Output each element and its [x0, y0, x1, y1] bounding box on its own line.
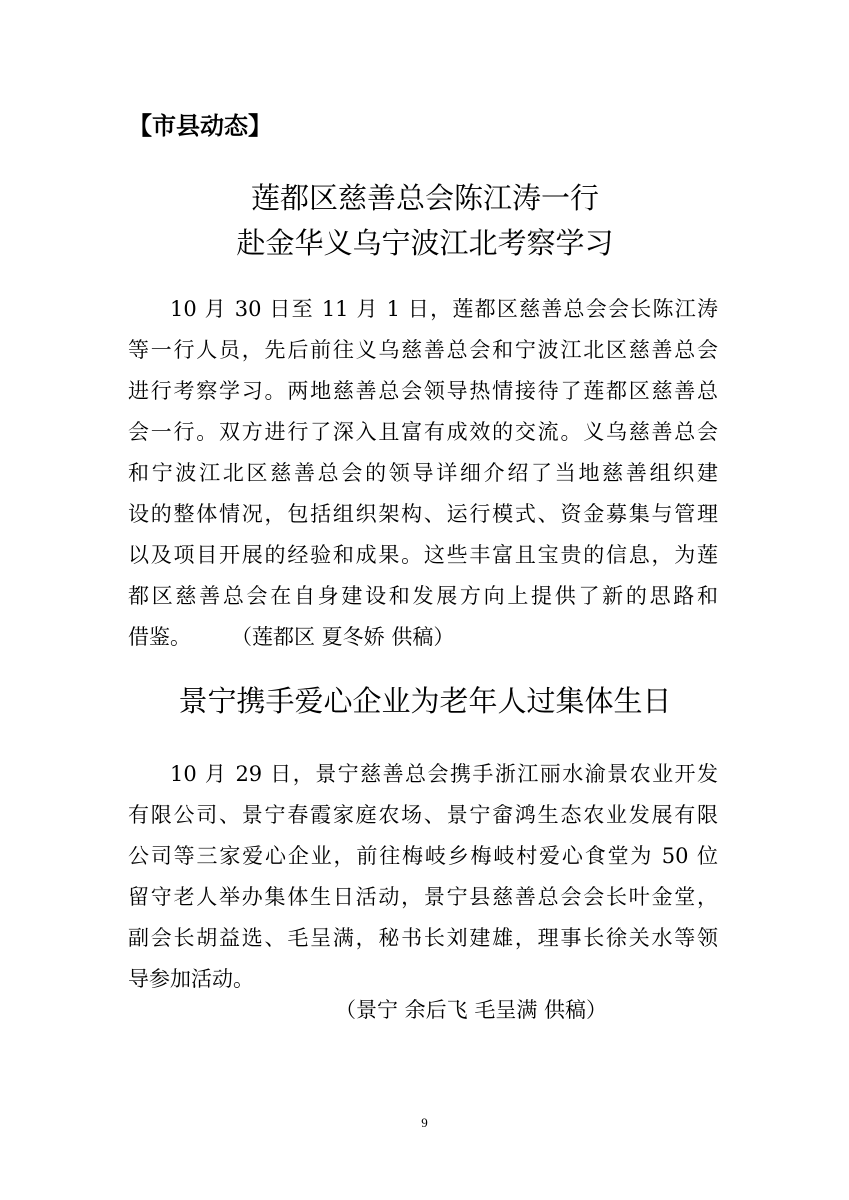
body-line: 进行考察学习。两地慈善总会领导热情接待了莲都区慈善总 — [128, 379, 718, 403]
article1-title-line1: 莲都区慈善总会陈江涛一行 — [250, 181, 599, 215]
body-line: 留守老人举办集体生日活动，景宁县慈善总会会长叶金堂， — [128, 885, 718, 909]
body-line-text: 借鉴。 — [128, 625, 191, 649]
body-line: 副会长胡益选、毛呈满，秘书长刘建雄，理事长徐关水等领 — [128, 926, 718, 950]
article1-credit: （莲都区 夏冬娇 供稿） — [231, 625, 455, 649]
body-line: 设的整体情况，包括组织架构、运行模式、资金募集与管理 — [128, 502, 718, 526]
body-line: 10 月 29 日，景宁慈善总会携手浙江丽水渝景农业开发 — [170, 762, 718, 786]
body-line: 有限公司、景宁春霞家庭农场、景宁畲鸿生态农业发展有限 — [128, 803, 718, 827]
body-line: 以及项目开展的经验和成果。这些丰富且宝贵的信息，为莲 — [128, 543, 718, 567]
body-line-last — [128, 617, 718, 658]
article2-title: 景宁携手爱心企业为老年人过集体生日 — [178, 684, 672, 718]
body-line: 等一行人员，先后前往义乌慈善总会和宁波江北区慈善总会 — [128, 338, 718, 362]
body-line: 10 月 30 日至 11 月 1 日，莲都区慈善总会会长陈江涛 — [170, 297, 718, 321]
article2-credit: （景宁 余后飞 毛呈满 供稿） — [335, 998, 608, 1022]
body-line: 会一行。双方进行了深入且富有成效的交流。义乌慈善总会 — [128, 420, 718, 444]
section-tag: 【市县动态】 — [128, 112, 272, 140]
body-line-last: 导参加活动。 — [128, 967, 254, 991]
body-line: 公司等三家爱心企业，前往梅岐乡梅岐村爱心食堂为 50 位 — [128, 844, 718, 868]
article2-body — [128, 754, 718, 1000]
article1-body — [128, 289, 718, 658]
body-line: 和宁波江北区慈善总会的领导详细介绍了当地慈善组织建 — [128, 461, 718, 485]
page-number: 9 — [421, 1115, 428, 1130]
article1-title-line2: 赴金华义乌宁波江北考察学习 — [236, 226, 614, 260]
body-line: 都区慈善总会在自身建设和发展方向上提供了新的思路和 — [128, 584, 718, 608]
